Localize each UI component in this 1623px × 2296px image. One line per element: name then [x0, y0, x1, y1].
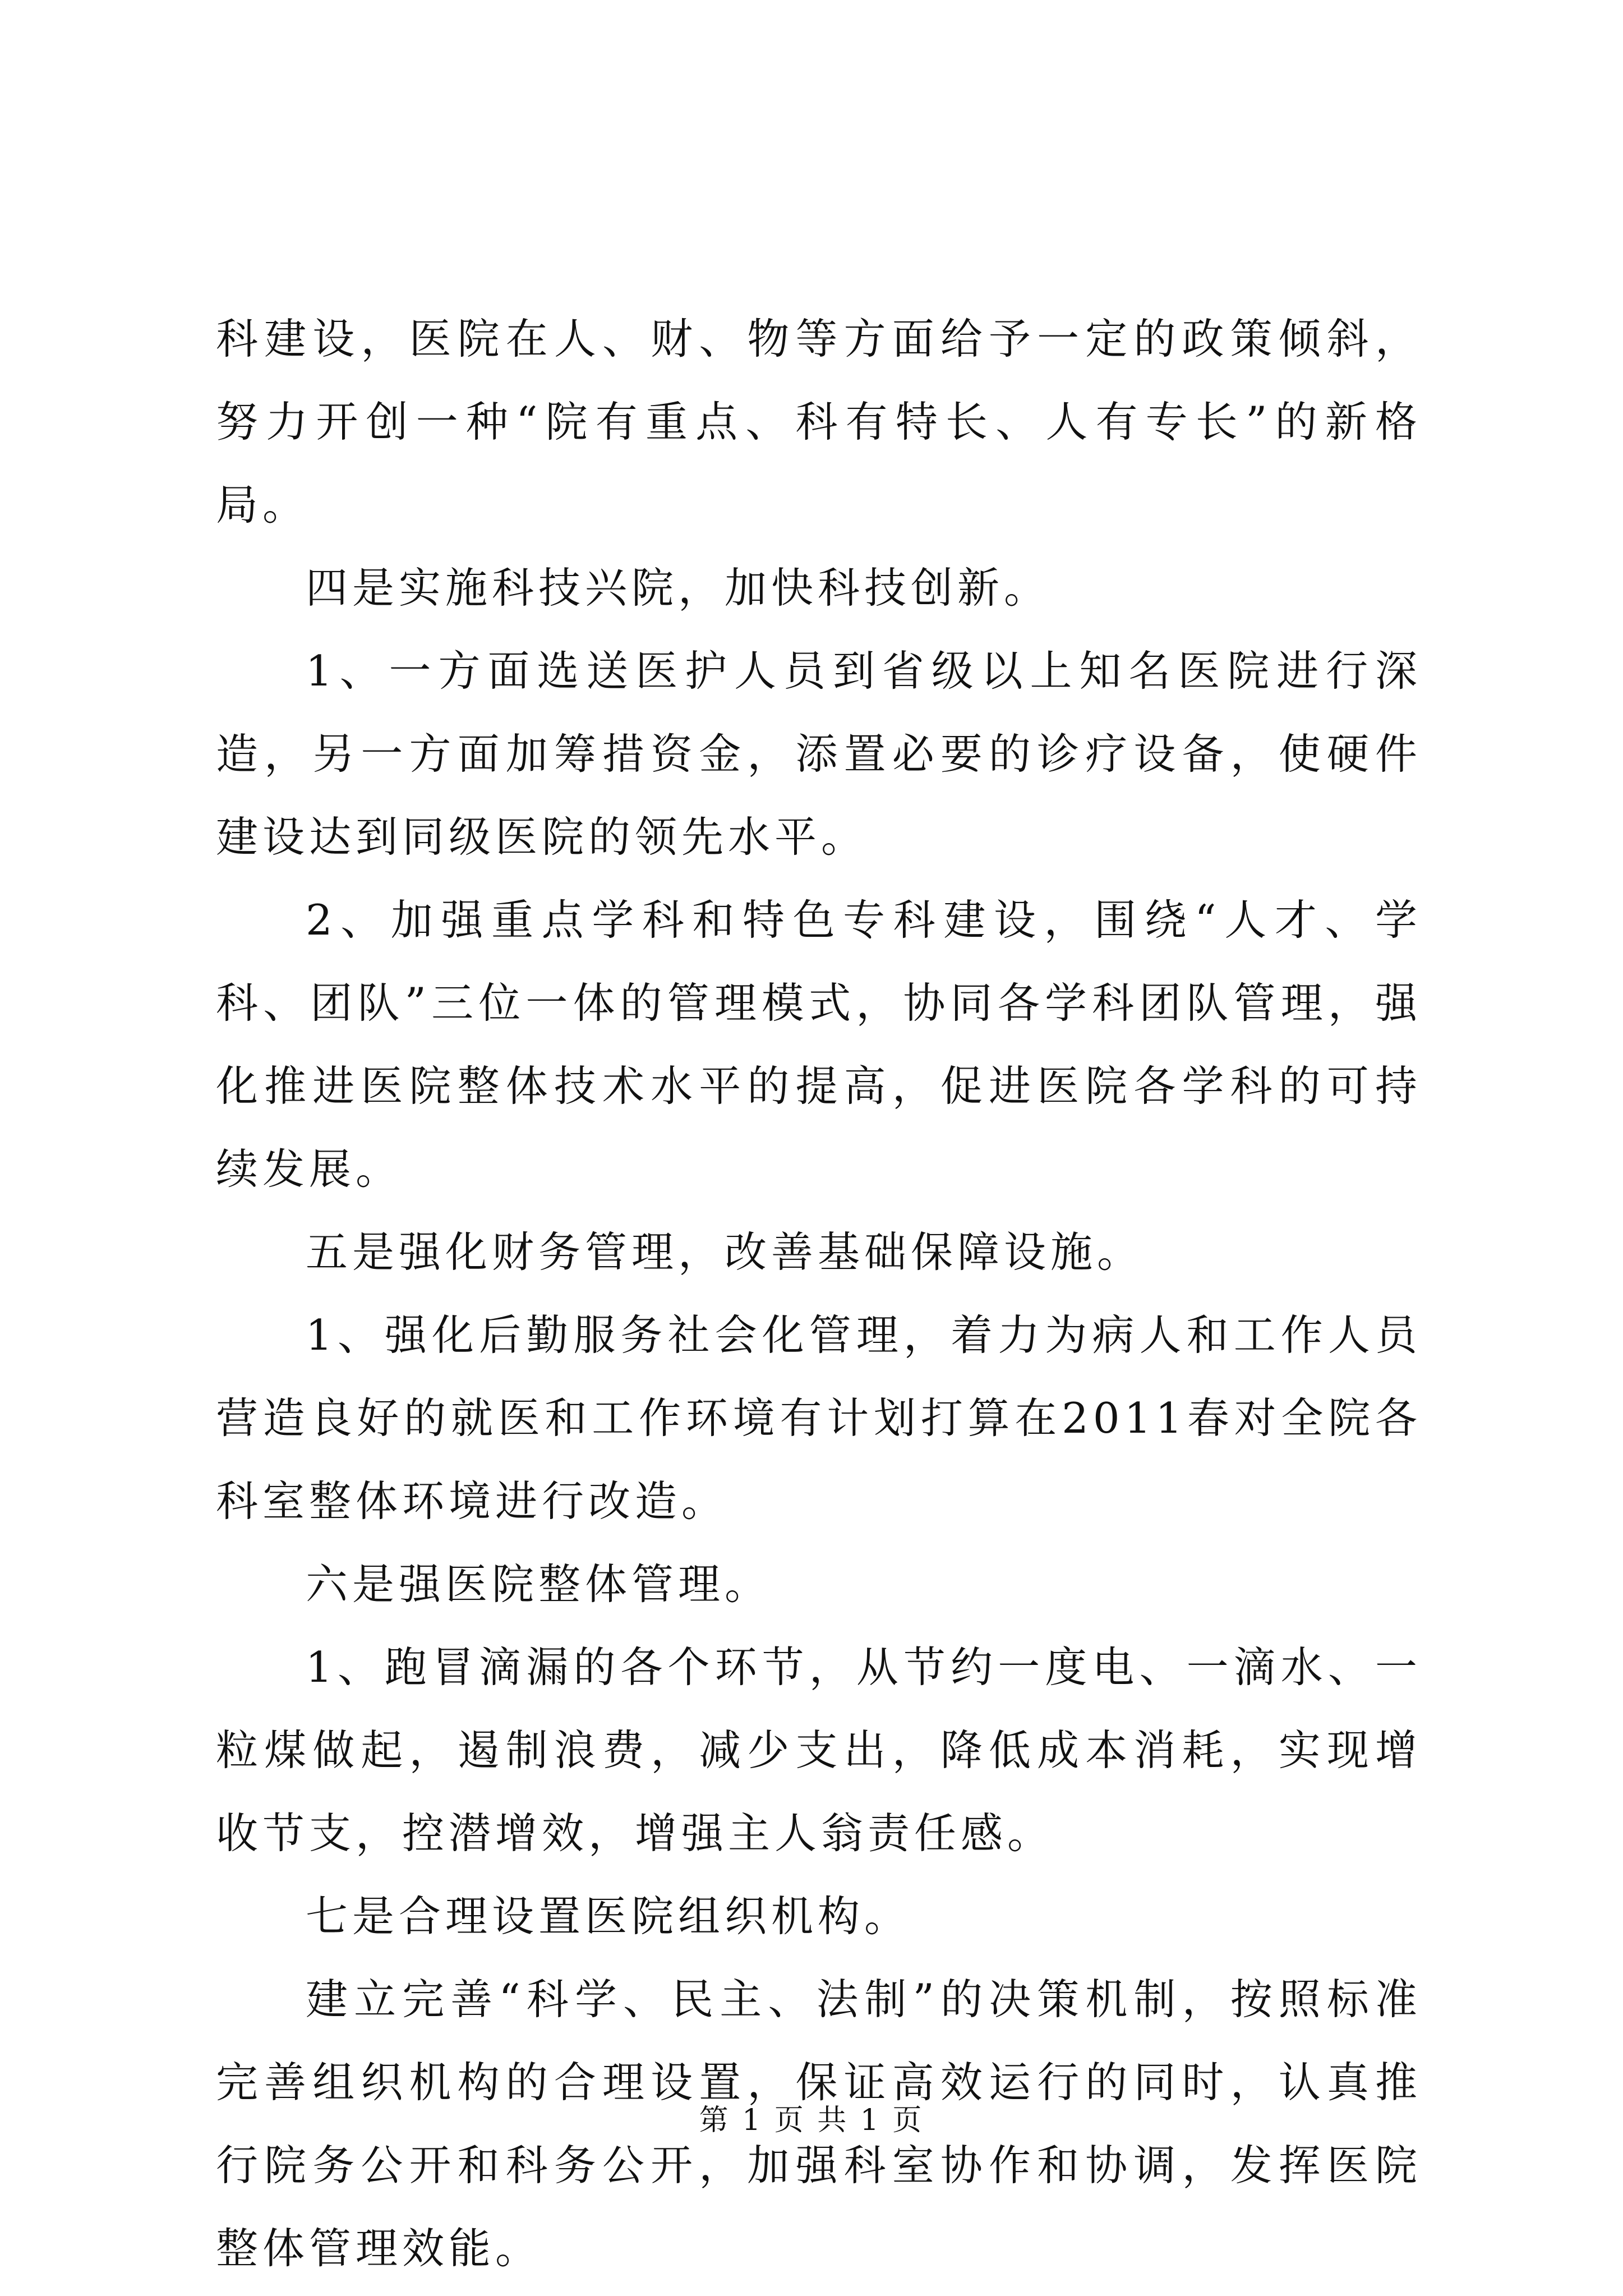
heading-section-four: 四是实施科技兴院，加快科技创新。 — [306, 563, 1051, 613]
paragraph-section-four-item-2: 2、加强重点学科和特色专科建设，围绕“人才、学科、团队”三位一体的管理模式，协同各学科团队管理，强化推进医院整体技术水平的提高，促进医院各学科的可持续发展。 — [216, 895, 1422, 1194]
paragraph-section-four-item-1: 1、一方面选送医护人员到省级以上知名医院进行深造，另一方面加筹措资金，添置必要的诊疗设备，使硬件建设达到同级医院的领先水平。 — [216, 646, 1422, 862]
paragraph-section-six-item-1: 1、跑冒滴漏的各个环节，从节约一度电、一滴水、一粒煤做起，遏制浪费，减少支出，降低成本消耗，实现增收节支，控潜增效，增强主人翁责任感。 — [216, 1642, 1422, 1858]
page-number-footer: 第 1 页 共 1 页 — [699, 2104, 924, 2137]
heading-section-seven: 七是合理设置医院组织机构。 — [306, 1892, 911, 1941]
heading-section-five: 五是强化财务管理，改善基础保障设施。 — [306, 1227, 1144, 1277]
heading-section-six: 六是强医院整体管理。 — [306, 1559, 772, 1609]
paragraph-section-seven-body: 建立完善“科学、民主、法制”的决策机制，按照标准完善组织机构的合理设置，保证高效运行的同时，认真推行院务公开和科务公开，加强科室协作和协调，发挥医院整体管理效能。 — [216, 1975, 1422, 2273]
paragraph-section-five-item-1: 1、强化后勤服务社会化管理，着力为病人和工作人员营造良好的就医和工作环境有计划打算在2011春对全院各科室整体环境进行改造。 — [216, 1310, 1422, 1526]
document-body — [216, 297, 1422, 2290]
paragraph-continuation: 科建设，医院在人、财、物等方面给予一定的政策倾斜，努力开创一种“院有重点、科有特长、人有专长”的新格局。 — [216, 314, 1422, 530]
